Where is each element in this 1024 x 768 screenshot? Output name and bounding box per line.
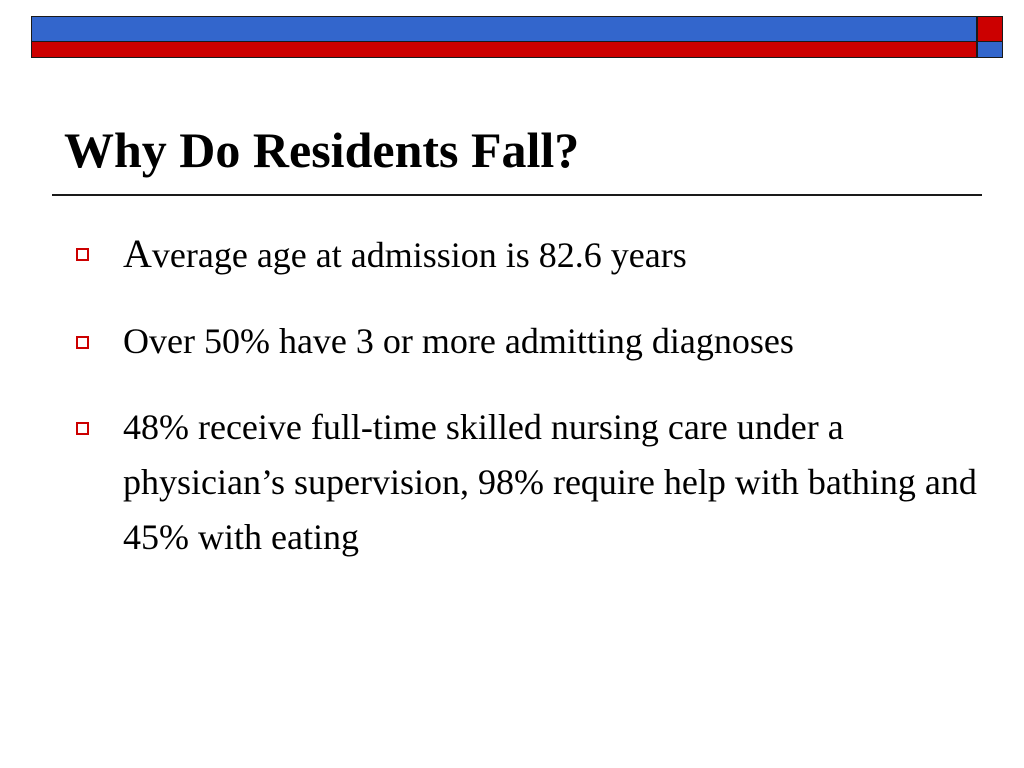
bullet-text: Over 50% have 3 or more admitting diagnoses <box>123 321 794 361</box>
bullet-list <box>72 226 992 596</box>
header-square-blue <box>977 41 1003 58</box>
bullet-item-nursing-care <box>72 400 992 565</box>
title-divider <box>52 194 982 196</box>
hollow-square-icon <box>76 336 89 349</box>
hollow-square-icon <box>76 248 89 261</box>
header-bar-blue <box>31 16 977 42</box>
bullet-item-average-age <box>72 226 992 283</box>
slide-title: Why Do Residents Fall? <box>64 122 580 178</box>
bullet-item-diagnoses <box>72 314 992 369</box>
bullet-text: verage age at admission is 82.6 years <box>151 235 687 275</box>
bullet-lead-letter: A <box>123 231 152 276</box>
header-square-red <box>977 16 1003 42</box>
hollow-square-icon <box>76 422 89 435</box>
header-bar-red <box>31 41 977 58</box>
bullet-text: 48% receive full-time skilled nursing care under a physician’s supervision, 98% require help with bathing and 45% with eating <box>123 407 977 557</box>
